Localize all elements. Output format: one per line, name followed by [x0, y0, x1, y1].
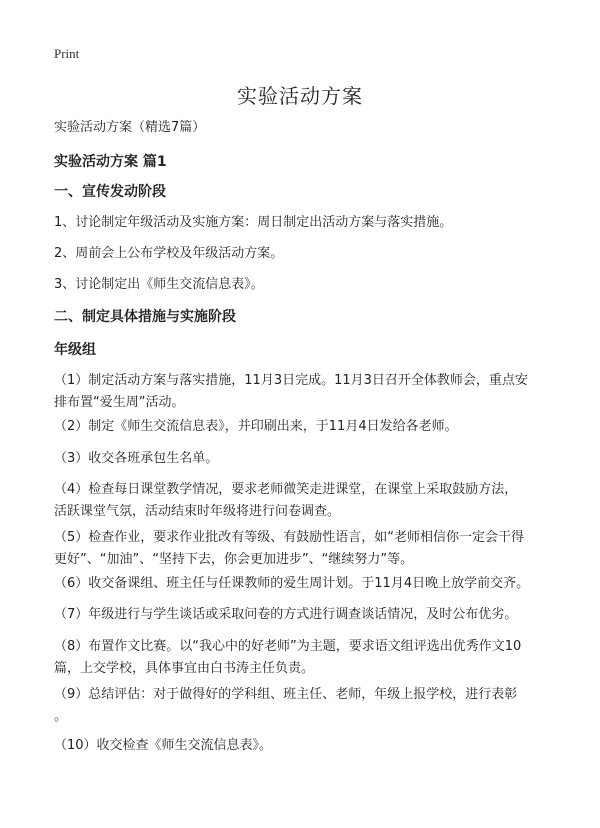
section-heading: 一、宣传发动阶段: [54, 184, 166, 200]
paragraph: 1、讨论制定年级活动及实施方案：周日制定出活动方案与落实措施。: [54, 215, 453, 230]
paragraph: [54, 684, 554, 728]
article-heading: 实验活动方案 篇1: [54, 154, 167, 170]
section-heading: 二、制定具体措施与实施阶段: [54, 309, 236, 325]
paragraph: （10）收交检查《师生交流信息表》。: [54, 738, 273, 753]
paragraph: （3）收交各班承包生名单。: [54, 451, 219, 466]
paragraph-line: （8）布置作文比赛。以“我心中的好老师”为主题，要求语文组评选出优秀作文10: [54, 639, 522, 654]
paragraph-line: 排布置“爱生周”活动。: [54, 395, 185, 410]
print-link[interactable]: Print: [54, 46, 80, 61]
paragraph: （6）收交备课组、班主任与任课教师的爱生周计划。于11月4日晚上放学前交齐。: [54, 576, 530, 591]
group-heading: 年级组: [54, 342, 96, 358]
paragraph: [54, 479, 554, 523]
paragraph-line: （4）检查每日课堂教学情况，要求老师微笑走进课堂，在课堂上采取鼓励方法，: [54, 482, 518, 497]
paragraph: 2、周前会上公布学校及年级活动方案。: [54, 246, 284, 261]
document-title: 实验活动方案: [237, 84, 363, 108]
paragraph-line: （1）制定活动方案与落实措施，11月3日完成。11月3日召开全体教师会，重点安: [54, 373, 528, 388]
paragraph-line: （5）检查作业，要求作业批改有等级、有鼓励性语言，如“老师相信你一定会干得: [54, 530, 525, 545]
document-subtitle: 实验活动方案（精选7篇）: [54, 120, 206, 135]
paragraph-line: 活跃课堂气氛，活动结束时年级将进行问卷调查。: [54, 504, 341, 519]
paragraph: （7）年级进行与学生谈话或采取问卷的方式进行调查谈话情况，及时公布优劣。: [54, 607, 518, 622]
paragraph-line: 篇，上交学校，具体事宜由白书涛主任负责。: [54, 661, 315, 676]
paragraph: [54, 370, 554, 414]
paragraph: [54, 636, 554, 680]
paragraph-line: 。: [54, 709, 68, 724]
paragraph: （2）制定《师生交流信息表》，并印刷出来，于11月4日发给各老师。: [54, 419, 458, 434]
paragraph-line: 更好”、“加油”、“坚持下去，你会更加进步”、“继续努力”等。: [54, 552, 414, 567]
paragraph-line: （9）总结评估：对于做得好的学科组、班主任、老师，年级上报学校，进行表彰: [54, 687, 518, 702]
paragraph: [54, 527, 554, 571]
paragraph: 3、讨论制定出《师生交流信息表》。: [54, 277, 264, 292]
